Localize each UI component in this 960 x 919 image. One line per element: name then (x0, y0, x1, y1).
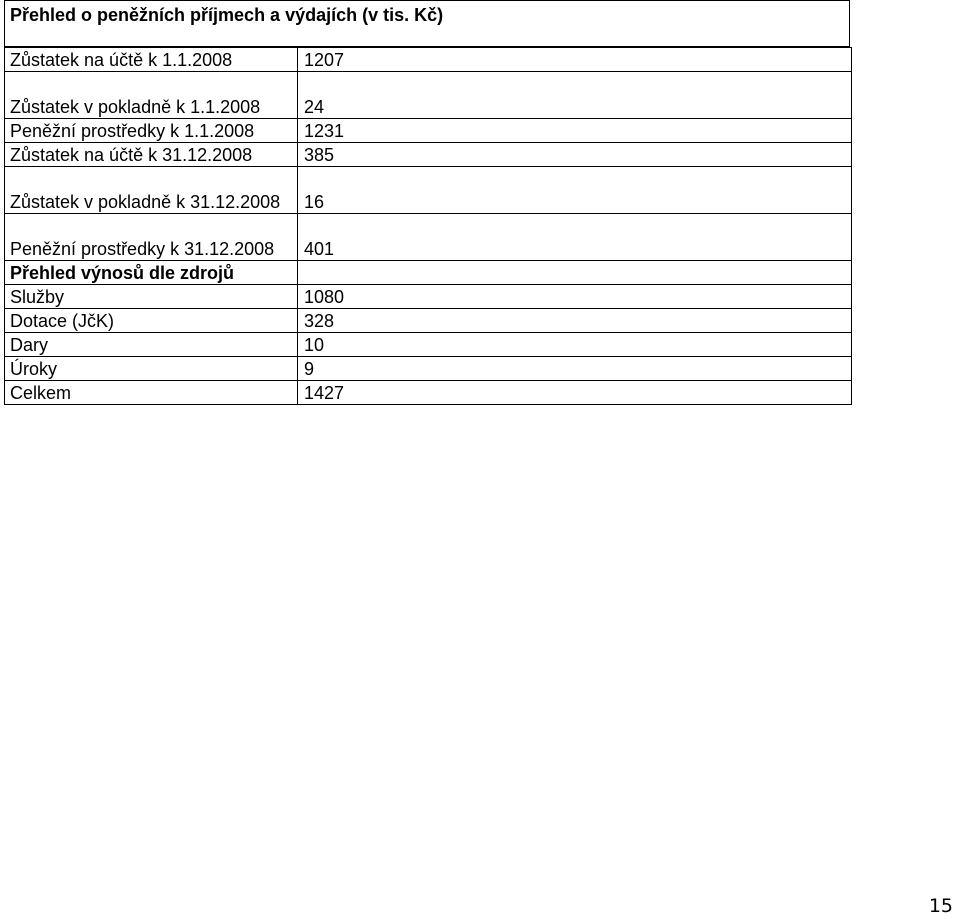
row-value: 1207 (298, 48, 852, 72)
table-row (5, 214, 852, 261)
row-label: Zůstatek v pokladně k 1.1.2008 (5, 72, 298, 119)
section-header-row (5, 261, 852, 285)
table-title: Přehled o peněžních příjmech a výdajích (v tis. Kč) (10, 5, 444, 25)
row-value: 1427 (298, 381, 852, 405)
row-value: 328 (298, 309, 852, 333)
table-row (5, 357, 852, 381)
section-header-label: Přehled výnosů dle zdrojů (5, 261, 298, 285)
row-label: Úroky (5, 357, 298, 381)
row-value: 9 (298, 357, 852, 381)
row-value: 1231 (298, 119, 852, 143)
table-row (5, 333, 852, 357)
row-label: Peněžní prostředky k 31.12.2008 (5, 214, 298, 261)
page-number: 15 (928, 895, 953, 917)
row-label: Zůstatek v pokladně k 31.12.2008 (5, 167, 298, 214)
financial-table (4, 47, 852, 405)
row-value: 1080 (298, 285, 852, 309)
row-value: 401 (298, 214, 852, 261)
row-label: Dary (5, 333, 298, 357)
row-label: Celkem (5, 381, 298, 405)
row-value: 16 (298, 167, 852, 214)
row-label: Peněžní prostředky k 1.1.2008 (5, 119, 298, 143)
table-row (5, 48, 852, 72)
table-row (5, 143, 852, 167)
row-label: Dotace (JčK) (5, 309, 298, 333)
row-value: 385 (298, 143, 852, 167)
row-label: Zůstatek na účtě k 31.12.2008 (5, 143, 298, 167)
row-label: Služby (5, 285, 298, 309)
table-row (5, 309, 852, 333)
table-row (5, 167, 852, 214)
table-title-cell (4, 0, 850, 47)
row-value (298, 261, 852, 285)
table-row (5, 285, 852, 309)
row-value: 10 (298, 333, 852, 357)
row-value: 24 (298, 72, 852, 119)
table-row (5, 72, 852, 119)
table-row (5, 119, 852, 143)
total-row (5, 381, 852, 405)
row-label: Zůstatek na účtě k 1.1.2008 (5, 48, 298, 72)
